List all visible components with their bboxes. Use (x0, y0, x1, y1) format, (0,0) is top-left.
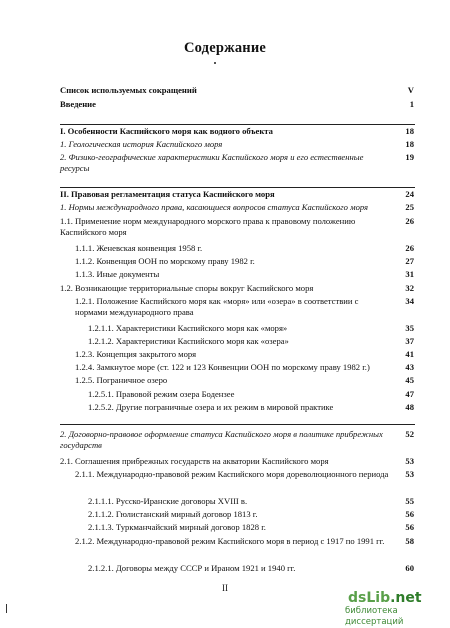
toc-entry-page: 56 (405, 522, 414, 532)
toc-entry[interactable] (88, 522, 414, 533)
toc-entry[interactable] (88, 563, 414, 574)
toc-entry-title: 1.1.2. Конвенция ООН по морскому праву 1982 г. (75, 256, 255, 266)
toc-entry[interactable] (75, 362, 414, 373)
toc-entry[interactable] (60, 429, 414, 450)
toc-entry[interactable] (60, 189, 414, 200)
toc-entry-page: 48 (405, 402, 414, 412)
section-divider (60, 124, 415, 125)
toc-entry-title: 1.2.5.1. Правовой режим озера Бодензее (88, 389, 235, 399)
toc-entry[interactable] (60, 216, 414, 237)
toc-entry-title: 2. Договорно-правовое оформление статуса Каспийского моря в политике прибрежных государств (60, 429, 383, 450)
toc-entry-page: 24 (405, 189, 414, 199)
toc-entry-page: 41 (405, 349, 414, 359)
toc-entry[interactable] (75, 243, 414, 254)
toc-entry-title: 1.2.1. Положение Каспийского моря как «моря» или «озера» в соответствии с нормами международного права (75, 296, 359, 317)
toc-entry[interactable] (88, 402, 414, 413)
watermark-subtitle: библиотека диссертаций (345, 606, 404, 627)
toc-entry-title: 1. Нормы международного права, касающиеся вопросов статуса Каспийского моря (60, 202, 369, 212)
toc-entry[interactable] (75, 269, 414, 280)
logo-suffix: .net (390, 590, 422, 606)
toc-entry-title: II. Правовая регламентация статуса Каспийского моря (60, 189, 275, 199)
toc-entry-title: I. Особенности Каспийского моря как водного объекта (60, 126, 273, 136)
section-divider (60, 187, 415, 188)
toc-entry[interactable] (75, 375, 414, 386)
toc-entry-title: Введение (60, 99, 96, 109)
toc-entry-page: 19 (405, 152, 414, 162)
toc-entry-title: 2.1.2.1. Договоры между СССР и Ираном 1921 и 1940 гг. (88, 563, 296, 573)
toc-entry-title: 2.1.1. Международно-правовой режим Каспийского моря дореволюционного периода (75, 469, 389, 479)
toc-entry-page: 27 (405, 256, 414, 266)
toc-entry[interactable] (88, 336, 414, 347)
toc-entry-title: 2.1.1.1. Русско-Иранские договоры XVIII в. (88, 496, 248, 506)
toc-entry-page: 18 (405, 139, 414, 149)
toc-entry[interactable] (60, 99, 414, 110)
toc-entry-page: 31 (405, 269, 414, 279)
toc-entry-page: 1 (409, 99, 414, 109)
toc-entry[interactable] (88, 389, 414, 400)
toc-entry[interactable] (60, 202, 414, 213)
page-title: Содержание (183, 40, 267, 56)
toc-entry-title: 2. Физико-географические характеристики Каспийского моря и его естественные ресурсы (60, 152, 364, 173)
scan-speck (214, 62, 216, 64)
toc-entry-title: 1.1.3. Иные документы (75, 269, 160, 279)
toc-entry-page: 58 (405, 536, 414, 546)
toc-entry-page: 26 (405, 216, 414, 226)
toc-entry[interactable] (75, 296, 414, 317)
scan-mark (6, 604, 7, 613)
toc-entry[interactable] (60, 85, 414, 96)
logo-main: dsLib (348, 590, 391, 606)
toc-entry[interactable] (60, 126, 414, 137)
toc-entry-page: 35 (405, 323, 414, 333)
toc-entry[interactable] (60, 139, 414, 150)
toc-entry-title: 1.1. Применение норм международного морского права к правовому положению Каспийского моря (60, 216, 356, 237)
toc-entry[interactable] (88, 323, 414, 334)
toc-entry-title: 2.1.1.2. Гюлистанский мирный договор 1813 г. (88, 509, 258, 519)
watermark[interactable] (345, 590, 450, 628)
toc-entry-title: 1.1.1. Женевская конвенция 1958 г. (75, 243, 203, 253)
page-number: II (222, 583, 228, 593)
toc-entry-title: 2.1. Соглашения прибрежных государств на акватории Каспийского моря (60, 456, 329, 466)
toc-entry[interactable] (60, 152, 414, 173)
toc-entry-title: 1.2.5. Пограничное озеро (75, 375, 168, 385)
toc-entry-page: 25 (405, 202, 414, 212)
toc-entry-page: 47 (405, 389, 414, 399)
toc-entry-page: 53 (405, 469, 414, 479)
toc-entry-title: 2.1.2. Международно-правовой режим Каспийского моря в период с 1917 по 1991 гг. (75, 536, 385, 546)
toc-entry[interactable] (75, 349, 414, 360)
toc-entry-title: 1.2.5.2. Другие пограничные озера и их режим в мировой практике (88, 402, 334, 412)
toc-entry[interactable] (88, 496, 414, 507)
toc-entry-page: 53 (405, 456, 414, 466)
toc-entry-page: V (407, 85, 414, 95)
toc-entry-page: 56 (405, 509, 414, 519)
toc-entry-page: 45 (405, 375, 414, 385)
toc-entry-page: 60 (405, 563, 414, 573)
toc-entry[interactable] (75, 469, 414, 480)
toc-entry-title: 1. Геологическая история Каспийского моря (60, 139, 223, 149)
toc-entry[interactable] (60, 456, 414, 467)
toc-entry[interactable] (75, 536, 414, 547)
toc-entry-page: 34 (405, 296, 414, 306)
toc-entry-title: 1.2.3. Концепция закрытого моря (75, 349, 197, 359)
toc-entry-title: 1.2.1.2. Характеристики Каспийского моря как «озера» (88, 336, 289, 346)
toc-entry-title: 1.2.1.1. Характеристики Каспийского моря как «моря» (88, 323, 288, 333)
watermark-logo (348, 591, 450, 606)
toc-entry[interactable] (60, 283, 414, 294)
toc-entry-title: 1.2. Возникающие территориальные споры вокруг Каспийского моря (60, 283, 314, 293)
toc-entry-title: 2.1.1.3. Туркманчайский мирный договор 1828 г. (88, 522, 266, 532)
section-divider (60, 424, 415, 425)
toc-entry-page: 43 (405, 362, 414, 372)
toc-entry-title: 1.2.4. Замкнутое море (ст. 122 и 123 Конвенции ООН по морскому праву 1982 г.) (75, 362, 370, 372)
toc-entry[interactable] (75, 256, 414, 267)
toc-entry-page: 37 (405, 336, 414, 346)
toc-entry-page: 18 (405, 126, 414, 136)
toc-entry-page: 32 (405, 283, 414, 293)
toc-entry-page: 55 (405, 496, 414, 506)
toc-entry-page: 26 (405, 243, 414, 253)
toc-entry-page: 52 (405, 429, 414, 439)
toc-entry[interactable] (88, 509, 414, 520)
toc-entry-title: Список используемых сокращений (60, 85, 197, 95)
